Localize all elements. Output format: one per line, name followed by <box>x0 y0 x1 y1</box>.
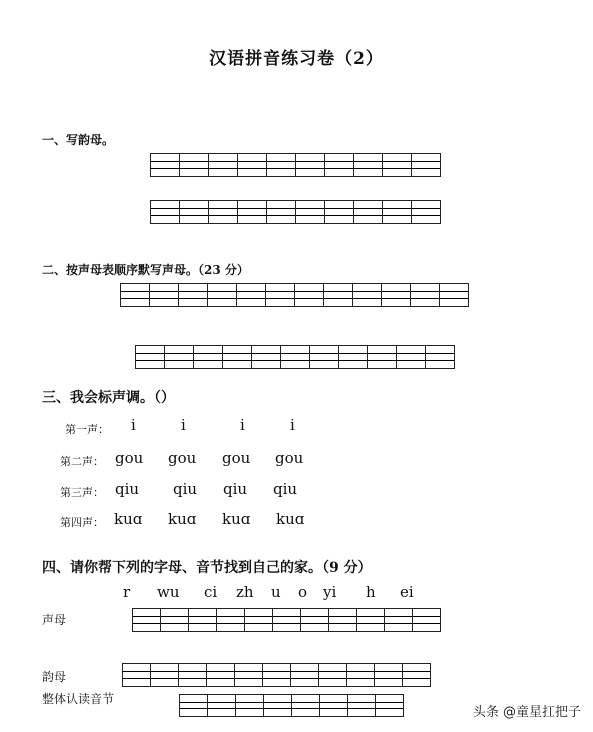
grid-1a <box>150 153 441 177</box>
page-title: 汉语拼音练习卷（2） <box>209 49 384 69</box>
grid-zhengti <box>179 694 404 717</box>
tone-4-item: kuɑ <box>168 510 197 528</box>
watermark-text: 头条 @童星扛把子 <box>472 705 581 720</box>
tone-3-item: qiu <box>223 480 248 498</box>
tone-4-item: kuɑ <box>222 510 251 528</box>
grid-yunmu <box>122 663 431 687</box>
letter-item: ci <box>204 583 218 601</box>
letter-item: zh <box>236 583 254 601</box>
tone-2-item: gou <box>222 449 251 467</box>
tone-4-item: kuɑ <box>114 510 143 528</box>
tone-3-label: 第三声： <box>60 486 104 499</box>
tone-3-item: qiu <box>173 480 198 498</box>
letter-item: yi <box>323 583 337 601</box>
home-zhengti-label: 整体认读音节 <box>42 692 115 706</box>
home-shengmu-label: 声母 <box>42 613 67 627</box>
grid-shengmu <box>132 608 441 632</box>
section-3-heading: 三、我会标声调。（） <box>42 390 175 406</box>
tone-1-item: i <box>240 416 245 434</box>
tone-2-item: gou <box>168 449 197 467</box>
letter-item: u <box>271 583 281 601</box>
tone-4-item: kuɑ <box>276 510 305 528</box>
home-yunmu-label: 韵母 <box>42 670 67 684</box>
letter-item: h <box>366 583 376 601</box>
letter-item: ei <box>400 583 414 601</box>
letter-item: wu <box>157 583 180 601</box>
tone-2-label: 第二声： <box>60 455 104 468</box>
section-1-heading: 一、写韵母。 <box>42 133 115 147</box>
tone-4-label: 第四声： <box>60 516 104 529</box>
grid-1b <box>150 200 441 224</box>
tone-1-item: i <box>131 416 136 434</box>
letter-item: o <box>298 583 308 601</box>
tone-1-label: 第一声： <box>65 423 109 436</box>
tone-3-item: qiu <box>273 480 298 498</box>
section-4-heading: 四、请你帮下列的字母、音节找到自己的家。（9 分） <box>42 560 372 576</box>
tone-3-item: qiu <box>115 480 140 498</box>
tone-2-item: gou <box>115 449 144 467</box>
letter-row <box>0 583 593 605</box>
grid-2b <box>135 345 455 369</box>
tone-2-item: gou <box>275 449 304 467</box>
grid-2a <box>120 283 469 307</box>
tone-1-item: i <box>181 416 186 434</box>
section-2-heading: 二、按声母表顺序默写声母。（23 分） <box>42 263 249 277</box>
tone-1-item: i <box>290 416 295 434</box>
letter-item: r <box>123 583 131 601</box>
